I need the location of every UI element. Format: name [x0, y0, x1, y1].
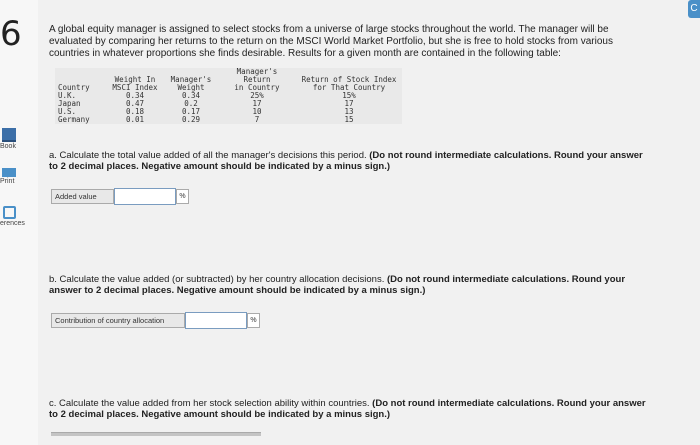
cell-mgr-weight: 0.17 [181, 107, 201, 116]
cell-weight: 0.47 [125, 99, 145, 108]
cell-country: U.K. [58, 91, 77, 100]
references-icon [3, 206, 16, 219]
cell-weight: 0.34 [125, 91, 145, 100]
references-tool[interactable] [0, 206, 38, 227]
cell-index-return: 15 [344, 115, 354, 124]
ebook-label: Book [0, 143, 16, 150]
cell-mgr-weight: 0.29 [181, 115, 201, 124]
part-b-instructions: (Do not round intermediate calculations. Round your answer to 2 decimal places. Negative amount should be indicated by a minus sign.) [49, 274, 626, 296]
part-c-instructions: (Do not round intermediate calculations. Round your answer to 2 decimal places. Negative amount should be indicated by a minus sign.) [49, 398, 646, 420]
question-number: 6 [0, 14, 22, 54]
part-c-question: c. Calculate the value added from her stock selection ability within countries. [49, 398, 370, 409]
references-label: erences [0, 220, 25, 227]
cell-index-return: 17 [344, 99, 354, 108]
col-weight-head-2: MSCI Index [112, 83, 158, 92]
cell-mgr-return: 10 [252, 107, 262, 116]
col-index-return-head-2: for That Country [312, 83, 386, 92]
part-b-prompt [49, 274, 649, 296]
cell-weight: 0.18 [125, 107, 145, 116]
part-a-question: a. Calculate the total value added of all the manager's decisions this period. [49, 150, 367, 161]
returns-table [55, 68, 402, 124]
cell-index-return: 15% [342, 91, 356, 100]
cell-mgr-weight: 0.34 [181, 91, 201, 100]
col-mgr-return-head-2: in Country [234, 83, 280, 92]
part-a-prompt [49, 150, 649, 172]
part-c-answer-field-edge[interactable] [51, 432, 261, 436]
cell-mgr-return: 25% [250, 91, 264, 100]
cell-mgr-weight: 0.2 [184, 99, 198, 108]
print-label: Print [0, 178, 15, 185]
percent-unit: % [176, 189, 189, 204]
cell-country: Germany [58, 115, 90, 124]
part-b-answer-row [51, 312, 260, 329]
ebook-tool[interactable] [0, 128, 38, 150]
col-weight-head-1: Weight In [114, 75, 156, 84]
country-allocation-input[interactable] [185, 312, 247, 329]
intro-text: A global equity manager is assigned to select stocks from a universe of large stocks throughout the world. The manager will be evaluated by comparing her returns to the return on the MSCI World Market Portfolio, but she is free to hold stocks from various countries in whatever proportions she finds desirable. Results for a given month are contained in the following table: [49, 24, 613, 59]
cell-country: Japan [58, 99, 81, 108]
printer-icon [2, 168, 16, 177]
percent-unit: % [247, 313, 260, 328]
corner-tab[interactable]: C [688, 0, 700, 18]
part-a-instructions: (Do not round intermediate calculations. Round your answer to 2 decimal places. Negative amount should be indicated by a minus sign.) [49, 150, 643, 172]
col-mgr-weight-head-1: Manager's [170, 75, 212, 84]
cell-mgr-return: 7 [254, 115, 260, 124]
book-icon [2, 128, 16, 142]
col-country-head: Country [58, 83, 90, 92]
added-value-input[interactable] [114, 188, 176, 205]
col-country-spacer [55, 68, 106, 84]
part-c-prompt [49, 398, 649, 420]
col-mgr-return-head-1: Manager's Return [236, 67, 278, 84]
part-b-question: b. Calculate the value added (or subtracted) by her country allocation decisions. [49, 274, 385, 285]
cell-country: U.S. [58, 107, 77, 116]
cell-weight: 0.01 [125, 115, 145, 124]
cell-index-return: 13 [344, 107, 354, 116]
added-value-label: Added value [51, 189, 114, 204]
col-index-return-head-1: Return of Stock Index [301, 75, 397, 84]
table-row [55, 116, 402, 124]
cell-mgr-return: 17 [252, 99, 262, 108]
print-tool[interactable] [0, 168, 38, 185]
part-a-answer-row [51, 188, 189, 205]
col-mgr-weight-head-2: Weight [177, 83, 205, 92]
country-allocation-label: Contribution of country allocation [51, 313, 185, 328]
